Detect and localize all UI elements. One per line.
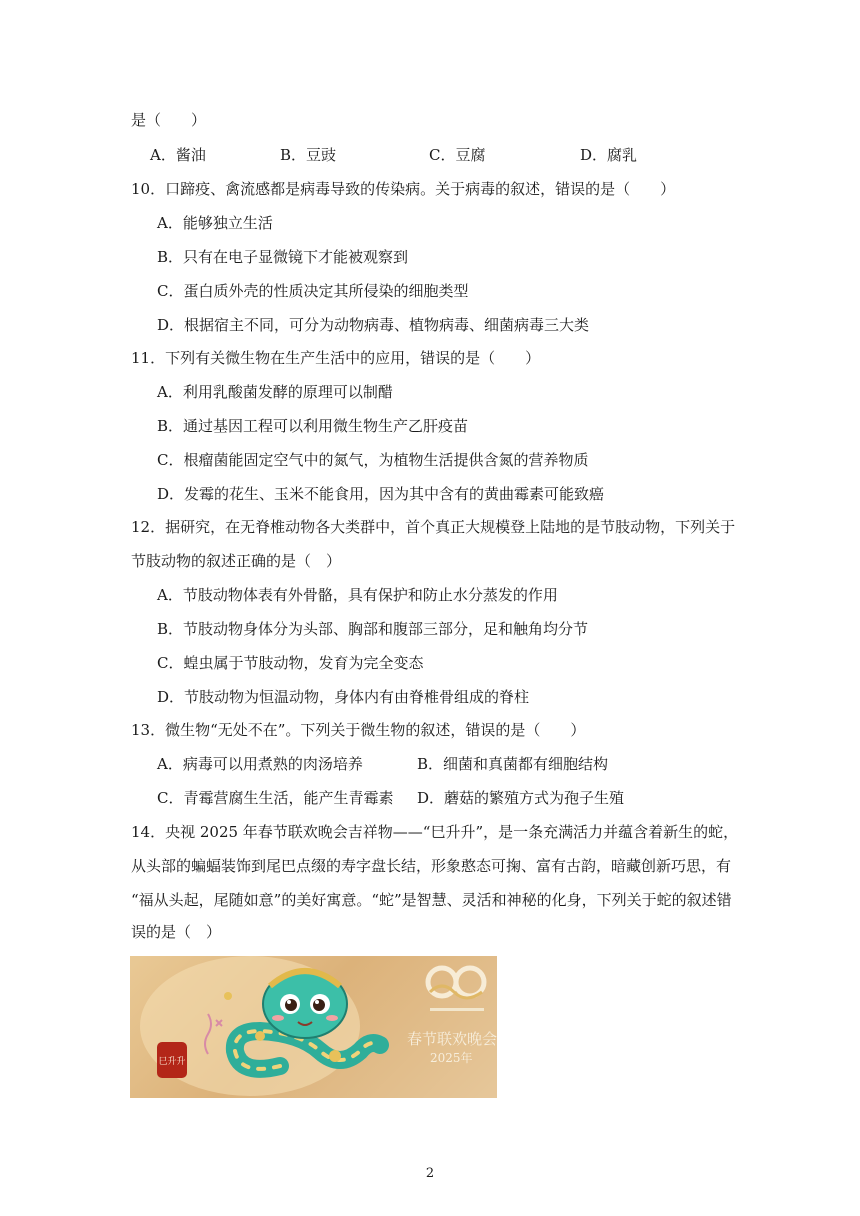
q9-option-c: C．豆腐	[429, 146, 486, 164]
q12-option-d: D．节肢动物为恒温动物，身体内有由脊椎骨组成的脊柱	[157, 688, 530, 706]
mascot-image	[130, 956, 497, 1098]
q9-option-d: D．腐乳	[580, 146, 638, 164]
q11-option-d: D．发霉的花生、玉米不能食用，因为其中含有的黄曲霉素可能致癌	[157, 485, 605, 503]
q11-stem: 11．下列有关微生物在生产生活中的应用，错误的是（ ）	[131, 349, 541, 367]
q14-stem-line-4: 误的是（ ）	[131, 923, 222, 941]
q14-stem-line-1: 14．央视 2025 年春节联欢晚会吉祥物——“巳升升”，是一条充满活力并蕴含着新生的蛇，	[131, 823, 739, 841]
q13-option-a: A．病毒可以用煮熟的肉汤培养	[157, 755, 363, 773]
q11-option-b: B．通过基因工程可以利用微生物生产乙肝疫苗	[157, 417, 469, 435]
gala-logo-icon	[428, 968, 484, 998]
q14-stem-line-3: “福从头起，尾随如意”的美好寓意。“蛇”是智慧、灵活和神秘的化身，下列关于蛇的叙述错	[131, 891, 732, 909]
q13-option-b: B．细菌和真菌都有细胞结构	[417, 755, 609, 773]
logo-title-text: 春节联欢晚会	[407, 1030, 497, 1048]
q13-stem: 13．微生物“无处不在”。下列关于微生物的叙述，错误的是（ ）	[131, 721, 586, 739]
q14-stem-line-2: 从头部的蝙蝠装饰到尾巴点缀的寿字盘长结，形象憨态可掬、富有古韵，暗藏创新巧思，有	[131, 857, 732, 875]
seal-text: 巳升升	[158, 1057, 186, 1067]
q10-option-a: A．能够独立生活	[157, 214, 273, 232]
q9-option-b: B．豆豉	[280, 146, 337, 164]
q10-option-c: C．蛋白质外壳的性质决定其所侵染的细胞类型	[157, 282, 469, 300]
q10-stem: 10．口蹄疫、禽流感都是病毒导致的传染病。关于病毒的叙述，错误的是（ ）	[131, 180, 676, 198]
q10-option-d: D．根据宿主不同，可分为动物病毒、植物病毒、细菌病毒三大类	[157, 316, 590, 334]
mascot-illustration	[130, 956, 497, 1098]
q12-option-a: A．节肢动物体表有外骨骼，具有保护和防止水分蒸发的作用	[157, 586, 558, 604]
q13-option-d: D．蘑菇的繁殖方式为孢子生殖	[417, 789, 625, 807]
q12-stem-line-1: 12．据研究，在无脊椎动物各大类群中，首个真正大规模登上陆地的是节肢动物，下列关于	[131, 518, 736, 536]
q12-option-b: B．节肢动物身体分为头部、胸部和腹部三部分，足和触角均分节	[157, 620, 589, 638]
logo-year-text: 2025年	[430, 1051, 473, 1065]
page-number: 2	[425, 1166, 435, 1181]
q9-tail: 是（ ）	[131, 111, 207, 129]
q12-option-c: C．蝗虫属于节肢动物，发育为完全变态	[157, 654, 424, 672]
q11-option-a: A．利用乳酸菌发酵的原理可以制醋	[157, 383, 393, 401]
q12-stem-line-2: 节肢动物的叙述正确的是（ ）	[131, 552, 342, 570]
q9-option-a: A．酱油	[150, 146, 206, 164]
q10-option-b: B．只有在电子显微镜下才能被观察到	[157, 248, 409, 266]
q11-option-c: C．根瘤菌能固定空气中的氮气，为植物生活提供含氮的营养物质	[157, 451, 589, 469]
q13-option-c: C．青霉营腐生生活，能产生青霉素	[157, 789, 394, 807]
